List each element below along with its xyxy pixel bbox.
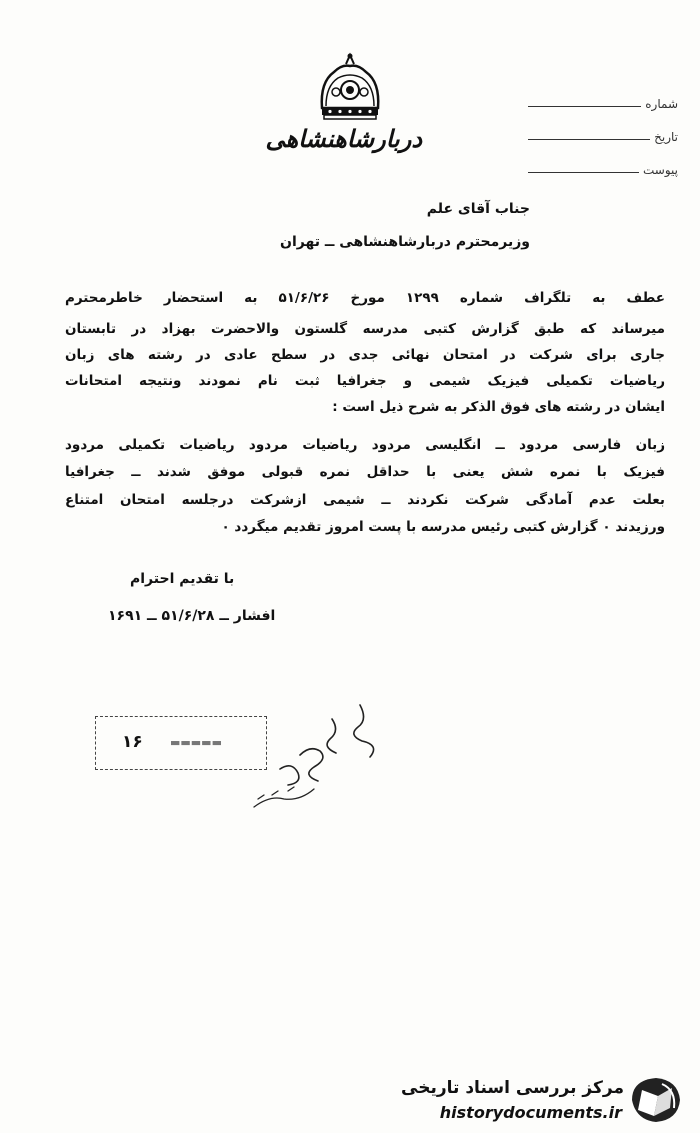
attachment-label: پیوست [643, 163, 678, 177]
body-line: بعلت عدم آمادگی شرکت نکردند ــ شیمی ازشرکت درجلسه امتحان امتناع [65, 492, 665, 508]
letter-meta [528, 78, 678, 177]
body-line: ایشان در رشته های فوق الذکر به شرح ذیل است : [332, 399, 665, 415]
body-line: جاری برای شرکت در امتحان نهائی جدی در سطح عادی در رشته های زبان [65, 347, 665, 363]
number-field [528, 78, 678, 111]
stamp-number: ۱۶ [122, 732, 143, 752]
body-line: میرساند که طبق گزارش کتبی مدرسه گلستون والاحضرت بهزاد در تابستان [65, 321, 665, 337]
body-line: فیزیک با نمره شش یعنی با حداقل نمره قبولی موفق شدند ــ جغرافیا [65, 464, 665, 480]
archive-url: historydocuments.ir [439, 1103, 622, 1122]
stamp-faded-text: ▬▬▬▬▬ [170, 736, 222, 749]
date-field [528, 111, 678, 144]
sender-reference: افشار ــ ۵۱/۶/۲۸ ــ ۱۶۹۱ [108, 608, 276, 624]
court-title: دربارشاهنشاهی [265, 124, 422, 153]
history-documents-logo [626, 1074, 686, 1126]
attachment-line [528, 172, 639, 173]
date-label: تاریخ [654, 130, 678, 144]
archive-org-name: مرکز بررسی اسناد تاریخی [401, 1078, 624, 1098]
number-label: شماره [645, 97, 678, 111]
number-line [528, 106, 641, 107]
addressee-name: جناب آقای علم [426, 201, 530, 217]
pahlavi-crown-emblem [312, 52, 388, 128]
body-line: ریاضیات تکمیلی فیزیک شیمی و جغرافیا ثبت نام نمودند ونتیجه امتحانات [65, 373, 665, 389]
addressee-title: وزیرمحترم دربارشاهنشاهی ــ تهران [280, 234, 530, 250]
handwritten-signature [240, 695, 410, 815]
attachment-field [528, 144, 678, 177]
date-line [528, 139, 650, 140]
body-line: ورزیدند ۰ گزارش کتبی رئیس مدرسه با پست امروز تقدیم میگردد ۰ [221, 519, 665, 535]
body-line: عطف به تلگراف شماره ۱۲۹۹ مورخ ۵۱/۶/۲۶ به استحضار خاطرمحترم [65, 290, 665, 306]
closing-regards: با تقدیم احترام [130, 571, 235, 587]
body-line: زبان فارسی مردود ــ انگلیسی مردود ریاضیات مردود ریاضیات تکمیلی مردود [65, 437, 665, 453]
